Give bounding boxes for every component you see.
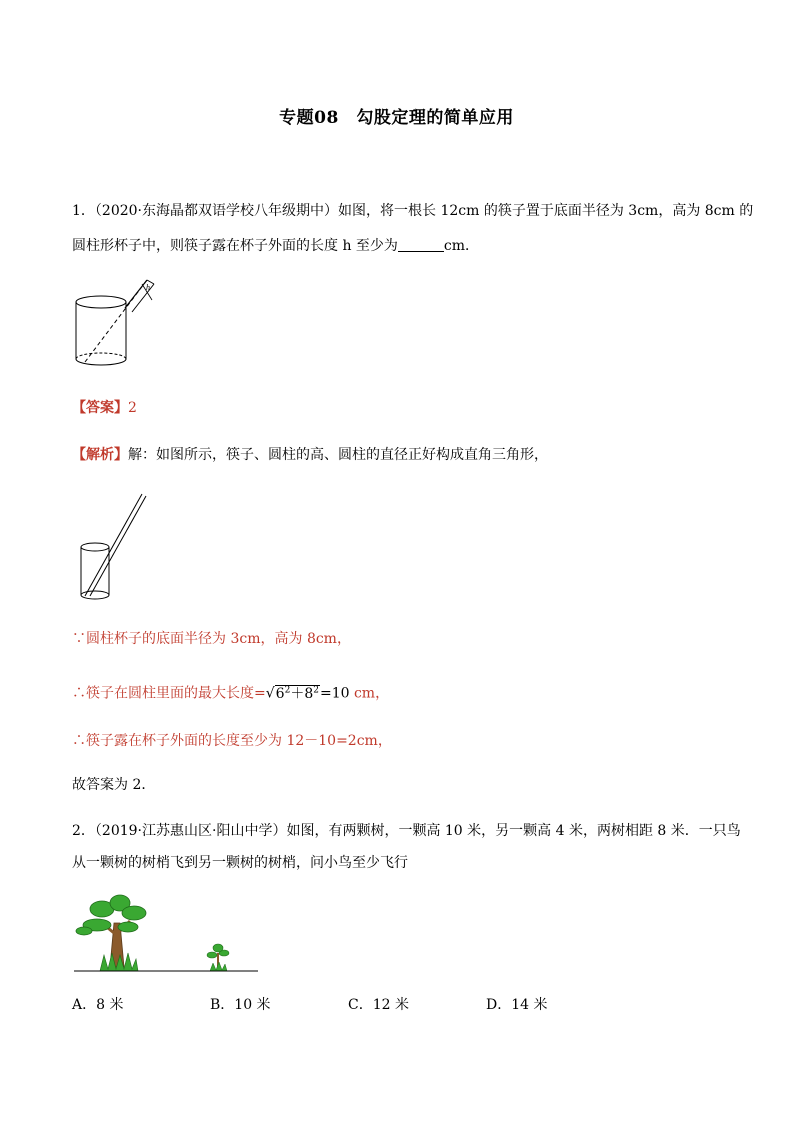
step-1-mid: ，高为 <box>260 631 307 647</box>
cylinder-chopstick-figure <box>70 272 170 372</box>
question-1-text: 如图，将一根长 12cm 的筷子置于底面半径为 3cm，高为 8cm 的 <box>338 203 754 219</box>
sqrt-term-a: 6 <box>275 685 285 702</box>
step-2-result: =10 <box>319 685 350 702</box>
step-3-end: ， <box>377 733 392 749</box>
step-2 <box>72 680 389 704</box>
sqrt-exp-a: 2 <box>284 685 291 695</box>
question-2-line-2: 从一颗树的树梢飞到另一颗树的树梢，问小鸟至少飞行 <box>72 855 408 871</box>
question-1-number: 1． <box>72 203 95 219</box>
two-trees-figure <box>72 893 262 975</box>
answer-value: 2 <box>128 400 137 416</box>
step-1-height: 8cm <box>306 631 337 647</box>
question-2-text: 如图，有两颗树，一颗高 10 米，另一颗高 4 米，两树相距 8 米．一只鸟 <box>286 823 741 839</box>
step-4: 故答案为 2． <box>72 777 156 793</box>
question-1-unit: cm． <box>443 238 480 254</box>
option-a[interactable]: A．8 米 <box>72 997 124 1013</box>
step-1 <box>72 629 351 649</box>
step-3 <box>72 731 392 751</box>
question-1-source: （2020·东海晶都双语学校八年级期中） <box>94 203 339 219</box>
question-1-line-1 <box>72 201 753 221</box>
analysis-line <box>72 445 548 465</box>
sqrt-radicand <box>275 685 320 702</box>
step-1-radius: 3cm <box>230 631 261 647</box>
option-c[interactable]: C．12 米 <box>348 997 409 1013</box>
answer-line <box>72 398 137 418</box>
step-2-text: ∴筷子在圆柱里面的最大长度= <box>72 685 266 702</box>
page-title: 专题08 勾股定理的简单应用 <box>279 108 514 128</box>
analysis-tag: 【解析】 <box>72 447 128 463</box>
question-2-number: 2． <box>72 823 95 839</box>
step-3-expression: 12－10=2cm <box>286 733 378 749</box>
step-1-text: ∵圆柱杯子的底面半径为 <box>72 631 231 647</box>
question-2-source: （2019·江苏惠山区·阳山中学） <box>94 823 287 839</box>
option-d[interactable]: D．14 米 <box>486 997 548 1013</box>
sqrt-sign: √ <box>265 685 275 702</box>
sqrt-term-b: 8 <box>304 685 314 702</box>
answer-tag: 【答案】 <box>72 400 128 416</box>
analysis-text: 解：如图所示，筷子、圆柱的高、圆柱的直径正好构成直角三角形， <box>128 447 548 463</box>
figure-label-h: h <box>146 283 150 292</box>
cylinder-triangle-figure <box>78 492 153 604</box>
question-1-text-2: 圆柱形杯子中，则筷子露在杯子外面的长度 h 至少为 <box>72 238 398 254</box>
answer-blank <box>398 237 444 252</box>
option-b[interactable]: B．10 米 <box>210 997 271 1013</box>
question-2-line-1 <box>72 821 741 841</box>
sqrt-plus: ＋ <box>290 685 305 702</box>
step-3-text: ∴筷子露在杯子外面的长度至少为 <box>72 733 287 749</box>
step-1-end: ， <box>336 631 351 647</box>
sqrt-exp-b: 2 <box>313 685 319 695</box>
step-2-unit: cm， <box>349 685 390 702</box>
question-1-line-2 <box>72 236 479 256</box>
